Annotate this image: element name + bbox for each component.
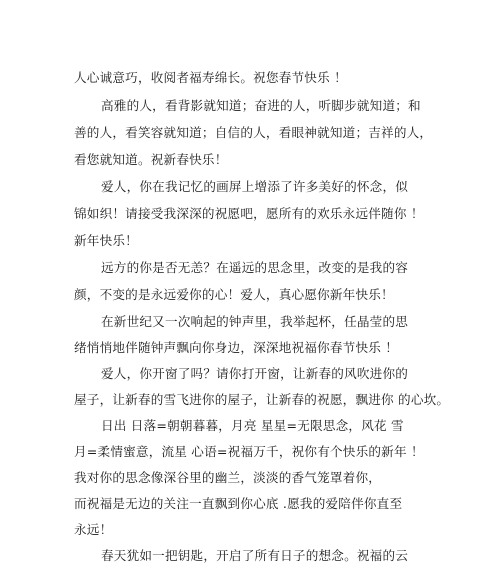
text-line-10: 在新世纪又一次响起的钟声里，我举起杯，任晶莹的思 <box>101 314 409 329</box>
text-line-7: 新年快乐！ <box>74 233 138 248</box>
text-line-12: 爱人，你开窗了吗？请你打开窗，让新春的风吹进你的 <box>101 366 409 381</box>
text-line-17: 而祝福是无边的关注一直飘到你心底 .愿我的爱陪伴你直至 <box>74 496 403 511</box>
text-line-5: 爱人，你在我记忆的画屏上增添了许多美好的怀念，似 <box>101 179 409 194</box>
text-line-13: 屋子，让新春的雪飞进你的屋子，让新春的祝愿，飘进你 的心坎。 <box>74 392 450 407</box>
text-line-18: 永远！ <box>74 522 113 537</box>
text-line-2: 高雅的人，看背影就知道；奋进的人，听脚步就知道；和 <box>101 98 421 113</box>
text-line-16: 我对你的思念像深谷里的幽兰，淡淡的香气笼罩着你， <box>74 470 382 485</box>
text-line-1: 人心诚意巧，收阅者福寿绵长。祝您春节快乐 ！ <box>74 70 347 85</box>
text-line-9: 颜，不变的是永远爱你的心！爱人，真心愿你新年快乐！ <box>74 287 394 302</box>
text-line-6: 锦如织！请接受我深深的祝愿吧，愿所有的欢乐永远伴随你 ！ <box>74 206 424 221</box>
text-line-19: 春天犹如一把钥匙，开启了所有日子的想念。祝福的云 <box>101 548 409 563</box>
text-line-8: 远方的你是否无恙？在遥远的思念里，改变的是我的容 <box>101 260 409 275</box>
text-line-4: 看您就知道。祝新春快乐！ <box>74 152 228 167</box>
text-line-3: 善的人，看笑容就知道；自信的人，看眼神就知道；吉祥的人， <box>74 125 433 140</box>
text-line-15: 月=柔情蜜意，流星 心语=祝福万千，祝你有个快乐的新年 ！ <box>74 444 424 459</box>
text-line-14: 日出 日落=朝朝暮暮，月亮 星星=无限思念，风花 雪 <box>101 418 404 433</box>
text-line-11: 绪悄悄地伴随钟声飘向你身边，深深地祝福你春节快乐 ！ <box>74 340 399 355</box>
